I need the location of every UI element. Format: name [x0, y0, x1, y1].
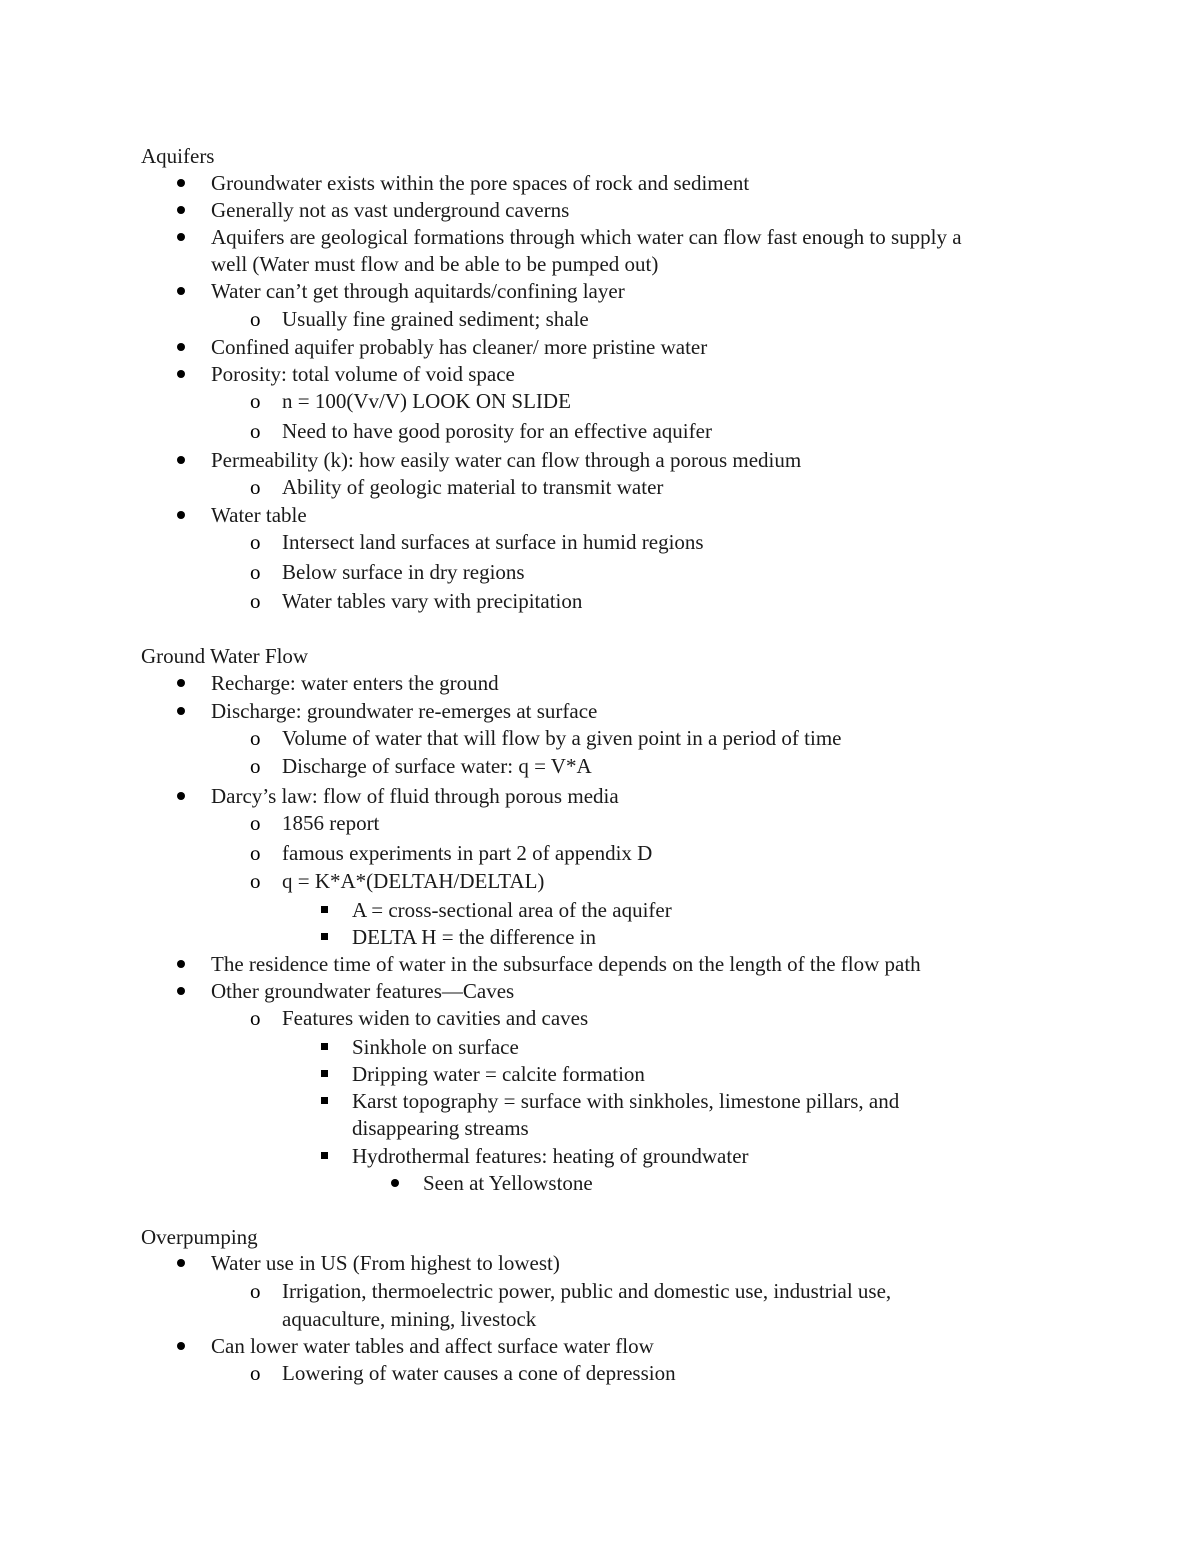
bullet-disc-icon — [174, 278, 194, 304]
list-item: Porosity: total volume of void space — [211, 362, 515, 386]
bullet-circle-icon — [248, 753, 268, 779]
list-item: DELTA H = the difference in — [352, 925, 597, 949]
list-item: Water tables vary with precipitation — [282, 589, 583, 613]
list-item: Volume of water that will flow by a given point in a period of time — [282, 726, 842, 750]
bullet-circle-icon — [248, 474, 268, 500]
list-item: Below surface in dry regions — [282, 560, 525, 584]
bullet-circle-icon — [248, 810, 268, 836]
bullet-disc-icon — [174, 951, 194, 977]
bullet-disc-icon — [174, 1250, 194, 1276]
bullet-circle-icon — [248, 725, 268, 751]
list-item: n = 100(Vv/V) LOOK ON SLIDE — [282, 389, 571, 413]
list-item: Groundwater exists within the pore spaces of rock and sediment — [211, 171, 750, 195]
list-item: Water use in US (From highest to lowest) — [211, 1251, 560, 1275]
list-item: Discharge: groundwater re-emerges at surface — [211, 699, 598, 723]
bullet-disc-icon — [388, 1170, 408, 1196]
bullet-disc-icon — [174, 447, 194, 473]
list-item: Water table — [211, 503, 307, 527]
bullet-square-icon — [318, 1061, 338, 1087]
bullet-disc-icon — [174, 670, 194, 696]
list-item: Water can’t get through aquitards/confining layer — [211, 279, 625, 303]
bullet-circle-icon — [248, 388, 268, 414]
bullet-disc-icon — [174, 783, 194, 809]
bullet-disc-icon — [174, 224, 194, 250]
list-item: Irrigation, thermoelectric power, public and domestic use, industrial use, — [282, 1279, 892, 1303]
bullet-disc-icon — [174, 361, 194, 387]
bullet-square-icon — [318, 1143, 338, 1169]
bullet-circle-icon — [248, 306, 268, 332]
list-item: Other groundwater features—Caves — [211, 979, 515, 1003]
list-item: Ability of geologic material to transmit water — [282, 475, 664, 499]
bullet-disc-icon — [174, 197, 194, 223]
bullet-disc-icon — [174, 170, 194, 196]
section-heading-overpumping: Overpumping — [141, 1225, 258, 1249]
list-item: Features widen to cavities and caves — [282, 1006, 589, 1030]
list-item: Generally not as vast underground caverns — [211, 198, 570, 222]
list-item: Seen at Yellowstone — [423, 1171, 593, 1195]
bullet-circle-icon — [248, 868, 268, 894]
bullet-square-icon — [318, 897, 338, 923]
list-item: Dripping water = calcite formation — [352, 1062, 645, 1086]
list-item: Intersect land surfaces at surface in humid regions — [282, 530, 704, 554]
bullet-square-icon — [318, 1088, 338, 1114]
list-item: Hydrothermal features: heating of groundwater — [352, 1144, 749, 1168]
bullet-circle-icon — [248, 418, 268, 444]
bullet-circle-icon — [248, 1005, 268, 1031]
list-item-continuation: disappearing streams — [352, 1116, 529, 1140]
bullet-circle-icon — [248, 529, 268, 555]
bullet-square-icon — [318, 1034, 338, 1060]
bullet-circle-icon — [248, 1360, 268, 1386]
list-item: Lowering of water causes a cone of depression — [282, 1361, 676, 1385]
list-item: Recharge: water enters the ground — [211, 671, 499, 695]
list-item: famous experiments in part 2 of appendix D — [282, 841, 653, 865]
bullet-circle-icon — [248, 559, 268, 585]
bullet-square-icon — [318, 924, 338, 950]
list-item: Can lower water tables and affect surface water flow — [211, 1334, 654, 1358]
list-item: A = cross-sectional area of the aquifer — [352, 898, 672, 922]
list-item: q = K*A*(DELTAH/DELTAL) — [282, 869, 545, 893]
bullet-circle-icon — [248, 840, 268, 866]
list-item: Aquifers are geological formations through which water can flow fast enough to supply a — [211, 225, 962, 249]
list-item-continuation: aquaculture, mining, livestock — [282, 1307, 537, 1331]
bullet-circle-icon — [248, 588, 268, 614]
list-item: Permeability (k): how easily water can flow through a porous medium — [211, 448, 802, 472]
section-heading-aquifers: Aquifers — [141, 144, 215, 168]
bullet-disc-icon — [174, 502, 194, 528]
list-item: Karst topography = surface with sinkholes, limestone pillars, and — [352, 1089, 900, 1113]
list-item: Darcy’s law: flow of fluid through porous media — [211, 784, 619, 808]
bullet-circle-icon — [248, 1278, 268, 1304]
list-item: Discharge of surface water: q = V*A — [282, 754, 592, 778]
list-item: Sinkhole on surface — [352, 1035, 519, 1059]
list-item: Usually fine grained sediment; shale — [282, 307, 589, 331]
list-item: 1856 report — [282, 811, 380, 835]
list-item: Confined aquifer probably has cleaner/ more pristine water — [211, 335, 708, 359]
section-heading-ground-water-flow: Ground Water Flow — [141, 644, 309, 668]
bullet-disc-icon — [174, 334, 194, 360]
bullet-disc-icon — [174, 698, 194, 724]
bullet-disc-icon — [174, 1333, 194, 1359]
list-item: Need to have good porosity for an effective aquifer — [282, 419, 712, 443]
bullet-disc-icon — [174, 978, 194, 1004]
list-item: The residence time of water in the subsurface depends on the length of the flow path — [211, 952, 921, 976]
list-item-continuation: well (Water must flow and be able to be pumped out) — [211, 252, 659, 276]
